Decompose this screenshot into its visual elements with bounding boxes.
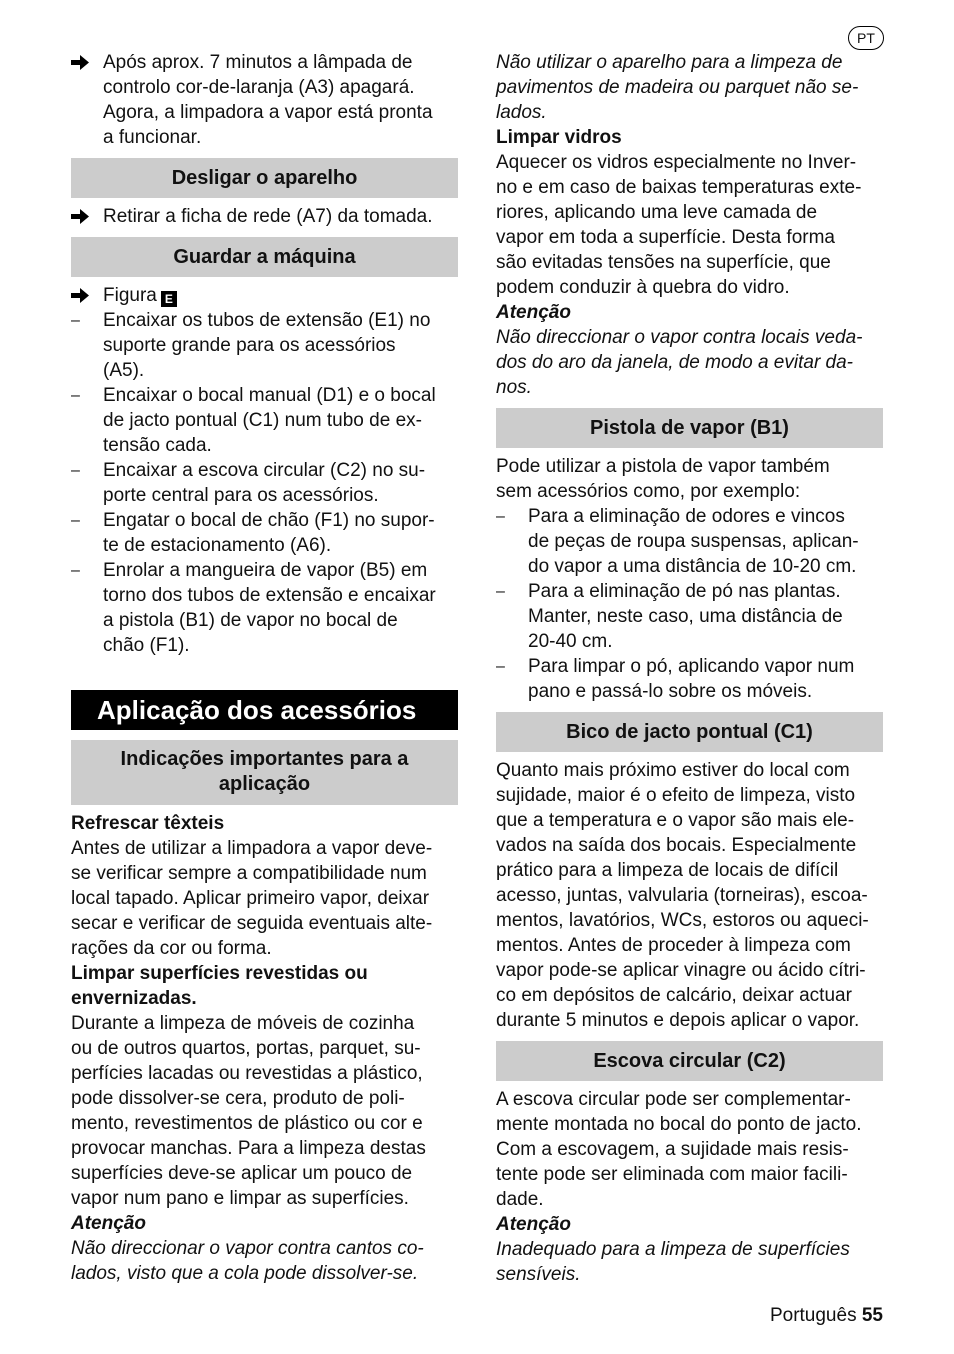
page-footer xyxy=(770,1303,883,1328)
figure-e-icon: E xyxy=(161,291,177,307)
dash-bullet: – xyxy=(496,508,505,525)
text-line: Durante a limpeza de móveis de cozinha xyxy=(71,1013,415,1034)
text-line: te de estacionamento (A6). xyxy=(103,535,332,556)
text-line: perfícies lacadas ou revestidas a plástico, xyxy=(71,1063,423,1084)
footer-language: Português xyxy=(769,1305,857,1326)
guardar-list xyxy=(71,308,458,658)
list-item xyxy=(71,458,458,508)
text-line: controlo cor-de-laranja (A3) apagará. xyxy=(103,77,415,98)
text-line: sensíveis. xyxy=(496,1264,581,1285)
text-line: durante 5 minutos e depois aplicar o vapor. xyxy=(496,1010,860,1031)
section-header-escova: Escova circular (C2) xyxy=(496,1041,883,1081)
text-line: pode dissolver-se cera, produto de poli- xyxy=(71,1088,405,1109)
text-line: co em depósitos de calcário, deixar actuar xyxy=(496,985,852,1006)
list-item xyxy=(71,508,458,558)
language-badge: PT xyxy=(848,26,884,50)
text-line: Retirar a ficha de rede (A7) da tomada. xyxy=(103,206,433,227)
text-line: Encaixar os tubos de extensão (E1) no xyxy=(103,310,431,331)
section-header-desligar: Desligar o aparelho xyxy=(71,158,458,198)
text-line: porte central para os acessórios. xyxy=(103,485,379,506)
text-line: lados, visto que a cola pode dissolver-se. xyxy=(71,1263,419,1284)
arrow-right-icon xyxy=(71,50,99,75)
dash-bullet: – xyxy=(496,583,505,600)
text-line: envernizadas. xyxy=(71,988,197,1009)
parquet-warning xyxy=(496,50,883,125)
text-line: torno dos tubos de extensão e encaixar xyxy=(103,585,436,606)
text-line: pano e passá-lo sobre os móveis. xyxy=(528,681,813,702)
section-header-indicacoes xyxy=(71,740,458,805)
text-line: Não utilizar o aparelho para a limpeza de xyxy=(496,52,843,73)
page-number: 55 xyxy=(861,1305,883,1326)
text-line: mentos, lavatórios, WCs, estoros ou aqueci- xyxy=(496,910,869,931)
text-line: Inadequado para a limpeza de superfícies xyxy=(496,1239,850,1260)
section-header-bico: Bico de jacto pontual (C1) xyxy=(496,712,883,752)
paragraph-vidros xyxy=(496,150,883,300)
text-line: Quanto mais próximo estiver do local com xyxy=(496,760,850,781)
text-line: Não direccionar o vapor contra cantos co- xyxy=(71,1238,424,1259)
text-line: rações da cor ou forma. xyxy=(71,938,272,959)
text-line: Enrolar a mangueira de vapor (B5) em xyxy=(103,560,428,581)
list-item xyxy=(496,504,883,579)
text-line: Antes de utilizar a limpadora a vapor deve- xyxy=(71,838,433,859)
text-line: pavimentos de madeira ou parquet não se- xyxy=(496,77,859,98)
text-line: se verificar sempre a compatibilidade num xyxy=(71,863,427,884)
text-line: são evitadas tensões na superfície, que xyxy=(496,252,831,273)
paragraph-refrescar xyxy=(71,836,458,961)
dash-bullet: – xyxy=(496,658,505,675)
text-line: mento, revestimentos de plástico ou cor e xyxy=(71,1113,423,1134)
text-line: tensão cada. xyxy=(103,435,212,456)
text-line: Aquecer os vidros especialmente no Inver- xyxy=(496,152,857,173)
text-line: a funcionar. xyxy=(103,127,202,148)
arrow-right-icon xyxy=(71,204,99,229)
text-line: 20-40 cm. xyxy=(528,631,613,652)
list-item xyxy=(496,579,883,654)
text-line: ou de outros quartos, portas, parquet, su- xyxy=(71,1038,421,1059)
desligar-step xyxy=(71,204,458,229)
text-line: prático para a limpeza de locais de difícil xyxy=(496,860,839,881)
text-line: tente pode ser eliminada com maior facili- xyxy=(496,1164,848,1185)
text-line: vapor num pano e limpar as superfícies. xyxy=(71,1188,409,1209)
attention-label: Atenção xyxy=(496,302,571,323)
list-item xyxy=(496,654,883,704)
chapter-title: Aplicação dos acessórios xyxy=(71,690,458,730)
text-line: vapor pode-se aplicar vinagre ou ácido cítri- xyxy=(496,960,866,981)
paragraph-escova xyxy=(496,1087,883,1212)
dash-bullet: – xyxy=(71,512,80,529)
text-line: dade. xyxy=(496,1189,544,1210)
text-line: superfícies deve-se aplicar um pouco de xyxy=(71,1163,413,1184)
header-line: Indicações importantes para a xyxy=(120,748,409,770)
paragraph-bico xyxy=(496,758,883,1033)
text-line: suporte grande para os acessórios xyxy=(103,335,396,356)
text-line: secar e verificar de seguida eventuais alte- xyxy=(71,913,433,934)
paragraph-pistola xyxy=(496,454,883,504)
attention-text xyxy=(496,325,883,400)
text-line: vados na saída dos bocais. Especialmente xyxy=(496,835,857,856)
attention-text xyxy=(496,1237,883,1287)
text-line: podem conduzir à quebra do vidro. xyxy=(496,277,790,298)
dash-bullet: – xyxy=(71,562,80,579)
text-line: dos do aro da janela, de modo a evitar da- xyxy=(496,352,854,373)
pistola-list xyxy=(496,504,883,704)
dash-bullet: – xyxy=(71,387,80,404)
text-line: (A5). xyxy=(103,360,145,381)
text-line: Para limpar o pó, aplicando vapor num xyxy=(528,656,855,677)
text-line: Limpar superfícies revestidas ou xyxy=(71,963,368,984)
text-line: sem acessórios como, por exemplo: xyxy=(496,481,801,502)
text-line: A escova circular pode ser complementar- xyxy=(496,1089,851,1110)
text-line: de jacto pontual (C1) num tubo de ex- xyxy=(103,410,422,431)
text-line: Não direccionar o vapor contra locais veda- xyxy=(496,327,863,348)
text-line: local tapado. Aplicar primeiro vapor, deixar xyxy=(71,888,430,909)
dash-bullet: – xyxy=(71,462,80,479)
text-line: riores, aplicando uma leve camada de xyxy=(496,202,818,223)
text-line: Agora, a limpadora a vapor está pronta xyxy=(103,102,433,123)
text-line: vapor em toda a superfície. Desta forma xyxy=(496,227,835,248)
text-line: sujidade, maior é o efeito de limpeza, visto xyxy=(496,785,856,806)
text-line: Encaixar o bocal manual (D1) e o bocal xyxy=(103,385,436,406)
attention-label: Atenção xyxy=(496,1214,571,1235)
text-line: de peças de roupa suspensas, aplican- xyxy=(528,531,859,552)
text-line: nos. xyxy=(496,377,532,398)
text-line: lados. xyxy=(496,102,547,123)
text-line: acesso, juntas, valvularia (torneiras), escoa- xyxy=(496,885,868,906)
section-header-guardar: Guardar a máquina xyxy=(71,237,458,277)
subheading-refrescar: Refrescar têxteis xyxy=(71,813,225,834)
text-line: chão (F1). xyxy=(103,635,190,656)
list-item xyxy=(71,383,458,458)
header-line: aplicação xyxy=(218,773,311,795)
text-line: Para a eliminação de odores e vincos xyxy=(528,506,845,527)
figure-reference xyxy=(71,283,458,308)
list-item xyxy=(71,558,458,658)
text-line: do vapor a uma distância de 10-20 cm. xyxy=(528,556,857,577)
paragraph-limpar-superficies xyxy=(71,1011,458,1211)
text-line: Encaixar a escova circular (C2) no su- xyxy=(103,460,426,481)
intro-step xyxy=(71,50,458,150)
dash-bullet: – xyxy=(71,312,80,329)
right-column xyxy=(496,50,883,1287)
figure-label: Figura xyxy=(103,285,157,306)
subheading-vidros: Limpar vidros xyxy=(496,127,622,148)
left-column xyxy=(71,50,458,1286)
text-line: que a temperatura e o vapor são mais ele- xyxy=(496,810,855,831)
text-line: Após aprox. 7 minutos a lâmpada de xyxy=(103,52,413,73)
text-line: mentos. Antes de proceder à limpeza com xyxy=(496,935,851,956)
text-line: Pode utilizar a pistola de vapor também xyxy=(496,456,830,477)
attention-text xyxy=(71,1236,458,1286)
text-line: Engatar o bocal de chão (F1) no supor- xyxy=(103,510,435,531)
text-line: a pistola (B1) de vapor no bocal de xyxy=(103,610,398,631)
text-line: mente montada no bocal do ponto de jacto. xyxy=(496,1114,862,1135)
text-line: Manter, neste caso, uma distância de xyxy=(528,606,843,627)
text-line: Com a escovagem, a sujidade mais resis- xyxy=(496,1139,849,1160)
text-line: provocar manchas. Para a limpeza destas xyxy=(71,1138,426,1159)
list-item xyxy=(71,308,458,383)
text-line: Para a eliminação de pó nas plantas. xyxy=(528,581,841,602)
text-line: no e em caso de baixas temperaturas exte- xyxy=(496,177,862,198)
arrow-right-icon xyxy=(71,283,99,308)
section-header-pistola: Pistola de vapor (B1) xyxy=(496,408,883,448)
attention-label: Atenção xyxy=(71,1213,146,1234)
subheading-limpar-superficies xyxy=(71,961,458,1011)
